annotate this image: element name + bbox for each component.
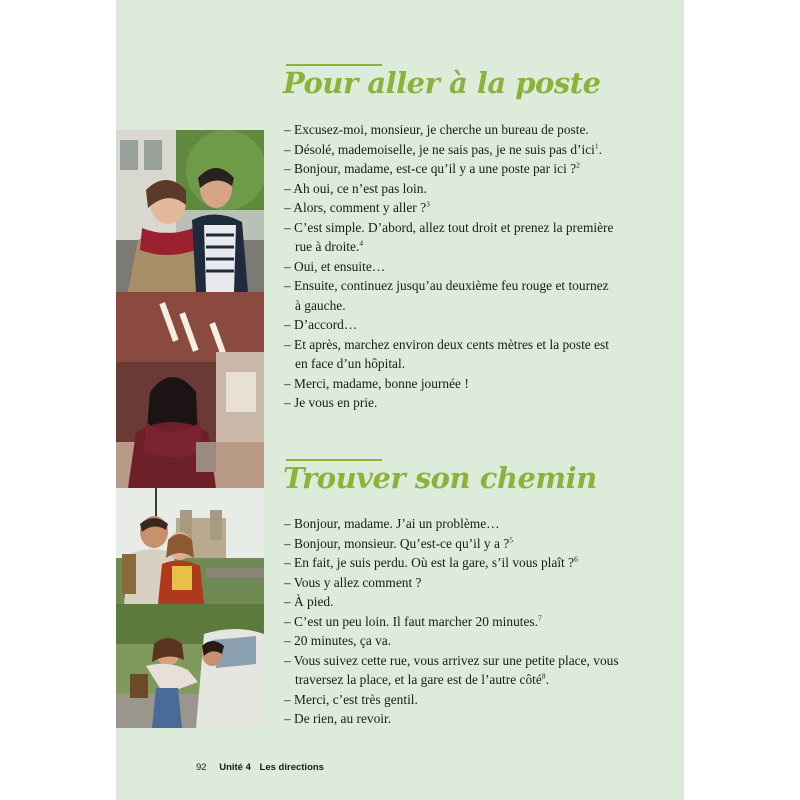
dialogue-line (284, 534, 654, 554)
dialogue-line-text: – Vous suivez cette rue, vous arrivez sur une petite place, vous (284, 652, 619, 668)
footnote-marker: 2 (576, 160, 580, 170)
footnote-marker: 1 (594, 141, 599, 151)
dialogue-line (284, 179, 654, 199)
dialogue-line (284, 612, 654, 632)
dialogue-line (284, 631, 654, 651)
dialogue-line-text: – Ah oui, ce n’est pas loin. (284, 180, 427, 196)
section2-dialogue (284, 514, 654, 729)
dialogue-line (284, 140, 654, 160)
dialogue-line-text: – En fait, je suis perdu. Où est la gare, s’il vous plaît ? (284, 555, 575, 570)
footnote-marker: 6 (574, 554, 578, 564)
dialogue-line (284, 237, 654, 257)
dialogue-line-text: – Bonjour, madame. J’ai un problème… (284, 516, 500, 531)
woman-on-metro-platform-photo (116, 292, 264, 488)
dialogue-line (284, 296, 654, 316)
women-asking-directions-at-car-photo (116, 604, 264, 728)
section2-title: Trouver son chemin (283, 461, 597, 495)
dialogue-line (284, 514, 654, 534)
dialogue-line-text: – De rien, au revoir. (284, 711, 392, 726)
dialogue-line (284, 159, 654, 179)
footnote-marker: 7 (538, 613, 542, 623)
dialogue-line (284, 651, 654, 671)
dialogue-line (284, 257, 654, 277)
dialogue-line-text: traversez la place, et la gare est de l’autre côté (295, 672, 542, 687)
dialogue-line-text: – Bonjour, monsieur. Qu’est-ce qu’il y a ? (284, 535, 510, 551)
dialogue-line (284, 670, 654, 690)
dialogue-line (284, 573, 654, 593)
dialogue-line-text: à gauche. (295, 297, 346, 313)
dialogue-line-text: rue à droite. (295, 239, 360, 254)
dialogue-line (284, 198, 654, 218)
page-footer (196, 762, 324, 773)
dialogue-line-text: – Et après, marchez environ deux cents mètres et la poste est (284, 336, 609, 352)
dialogue-line-text: – Je vous en prie. (284, 395, 378, 410)
dialogue-line-text: – Vous y allez comment ? (284, 574, 422, 590)
dialogue-line-text: en face d’un hôpital. (295, 356, 406, 371)
dialogue-line (284, 315, 654, 335)
dialogue-line-text: – C’est un peu loin. Il faut marcher 20 minutes. (284, 613, 538, 629)
dialogue-line (284, 120, 654, 140)
section1-title: Pour aller à la poste (283, 66, 601, 100)
dialogue-line (284, 709, 654, 729)
dialogue-line-text: – D’accord… (284, 317, 358, 332)
dialogue-line-text: – Excusez-moi, monsieur, je cherche un bureau de poste. (284, 122, 589, 137)
dialogue-line-text: – Merci, madame, bonne journée ! (284, 375, 469, 391)
tourists-near-notre-dame-photo (116, 488, 264, 604)
footnote-marker: 3 (426, 199, 430, 209)
dialogue-line (284, 592, 654, 612)
dialogue-line (284, 690, 654, 710)
couple-on-street-photo (116, 130, 264, 292)
dialogue-line-tail: . (598, 141, 602, 157)
dialogue-line-text: – Merci, c’est très gentil. (284, 691, 418, 707)
footnote-marker: 5 (509, 535, 513, 545)
section1-dialogue (284, 120, 654, 413)
dialogue-line (284, 553, 654, 573)
dialogue-line-text: – C’est simple. D’abord, allez tout droit et prenez la première (284, 219, 614, 235)
dialogue-line-text: – Ensuite, continuez jusqu’au deuxième feu rouge et tournez (284, 278, 609, 293)
dialogue-line-text: – Bonjour, madame, est-ce qu’il y a une poste par ici ? (284, 161, 577, 176)
dialogue-line (284, 335, 654, 355)
unit-topic: Les directions (259, 762, 324, 773)
dialogue-line (284, 374, 654, 394)
dialogue-line-text: – À pied. (284, 594, 334, 609)
dialogue-line-text: – Alors, comment y aller ? (284, 200, 427, 215)
dialogue-line (284, 218, 654, 238)
dialogue-line (284, 393, 654, 413)
footnote-marker: 4 (359, 238, 364, 248)
footnote-marker: 8 (541, 671, 546, 681)
dialogue-line (284, 354, 654, 374)
dialogue-line-tail: . (545, 672, 549, 687)
dialogue-line (284, 276, 654, 296)
dialogue-line-text: – 20 minutes, ça va. (284, 633, 392, 648)
page-number: 92 (196, 762, 207, 773)
dialogue-line-text: – Oui, et ensuite… (284, 258, 386, 274)
dialogue-line-text: – Désolé, mademoiselle, je ne sais pas, je ne suis pas d’ici (284, 141, 595, 157)
unit-label: Unité 4 (219, 762, 251, 773)
